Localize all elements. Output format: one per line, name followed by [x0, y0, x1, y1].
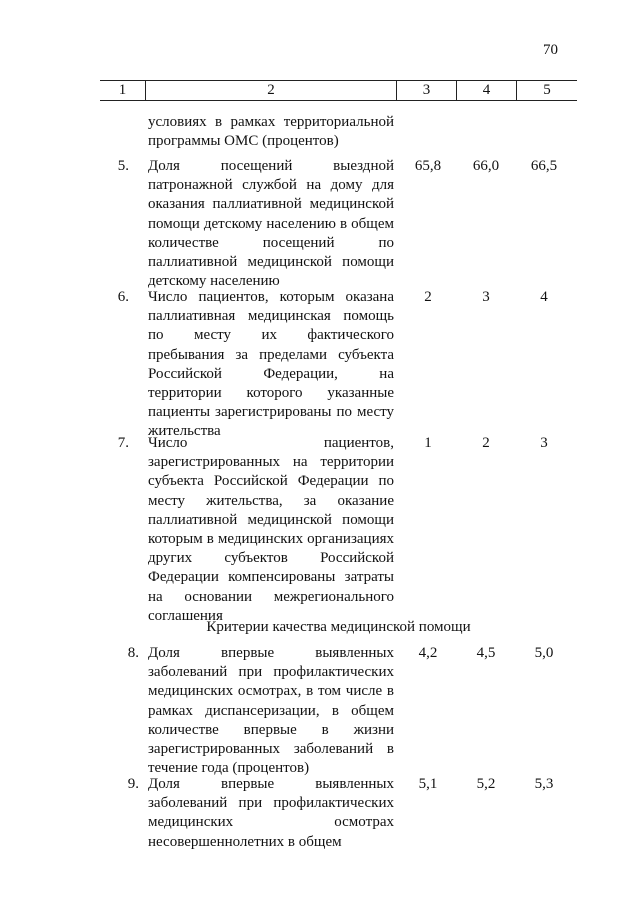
value-col-4: 2	[482, 435, 490, 451]
section-title: Критерии качества медицинской помощи	[206, 619, 471, 635]
value-col-3: 5,1	[418, 776, 438, 792]
value-col-4: 3	[482, 289, 490, 305]
header-col-3: 3	[396, 81, 456, 100]
row-description: Число пациентов, которым оказана паллиативная медицинская помощь по месту их фактического пребывания за пределами субъекта Российской Федерации, на территории которого указанные пациенты зарегистрированы по месту жительства	[148, 289, 394, 440]
value-col-3: 2	[424, 289, 432, 305]
value-col-5: 5,3	[534, 776, 554, 792]
value-col-4: 4,5	[476, 645, 496, 661]
row-number: 9.	[127, 776, 139, 792]
page-number: 70	[543, 42, 558, 58]
header-col-2: 2	[145, 81, 396, 100]
header-col-5: 5	[516, 81, 577, 100]
row-number: 5.	[117, 158, 129, 174]
value-col-4: 5,2	[476, 776, 496, 792]
value-col-3: 4,2	[418, 645, 438, 661]
row-description: условиях в рамках территориальной программы ОМС (процентов)	[148, 114, 394, 150]
row-number: 7.	[117, 435, 129, 451]
value-col-3: 65,8	[414, 158, 442, 174]
row-description: Доля впервые выявленных заболеваний при профилактических медицинских осмотрах, в том числе в рамках диспансеризации, в общем количестве впервые в жизни зарегистрированных заболеваний в течение года (процентов)	[148, 645, 394, 777]
row-number: 6.	[117, 289, 129, 305]
row-description: Число пациентов, зарегистрированных на территории субъекта Российской Федерации по месту жительства, за оказание паллиативной медицинской помощи которым в медицинских организациях других субъектов Российской Федерации компенсированы затраты на основании межрегионального соглашения	[148, 435, 394, 624]
value-col-5: 66,5	[530, 158, 558, 174]
header-col-4: 4	[456, 81, 516, 100]
row-number: 8.	[127, 645, 139, 661]
value-col-5: 3	[540, 435, 548, 451]
table-header	[100, 80, 577, 101]
value-col-5: 5,0	[534, 645, 554, 661]
row-description: Доля посещений выездной патронажной службой на дому для оказания паллиативной медицинской помощи детскому населению в общем количестве посещений по паллиативной медицинской помощи детскому населению	[148, 158, 394, 290]
value-col-5: 4	[540, 289, 548, 305]
value-col-3: 1	[424, 435, 432, 451]
value-col-4: 66,0	[472, 158, 500, 174]
row-description: Доля впервые выявленных заболеваний при профилактических медицинских осмотрах несовершеннолетних в общем	[148, 776, 394, 850]
header-col-1: 1	[118, 82, 127, 98]
